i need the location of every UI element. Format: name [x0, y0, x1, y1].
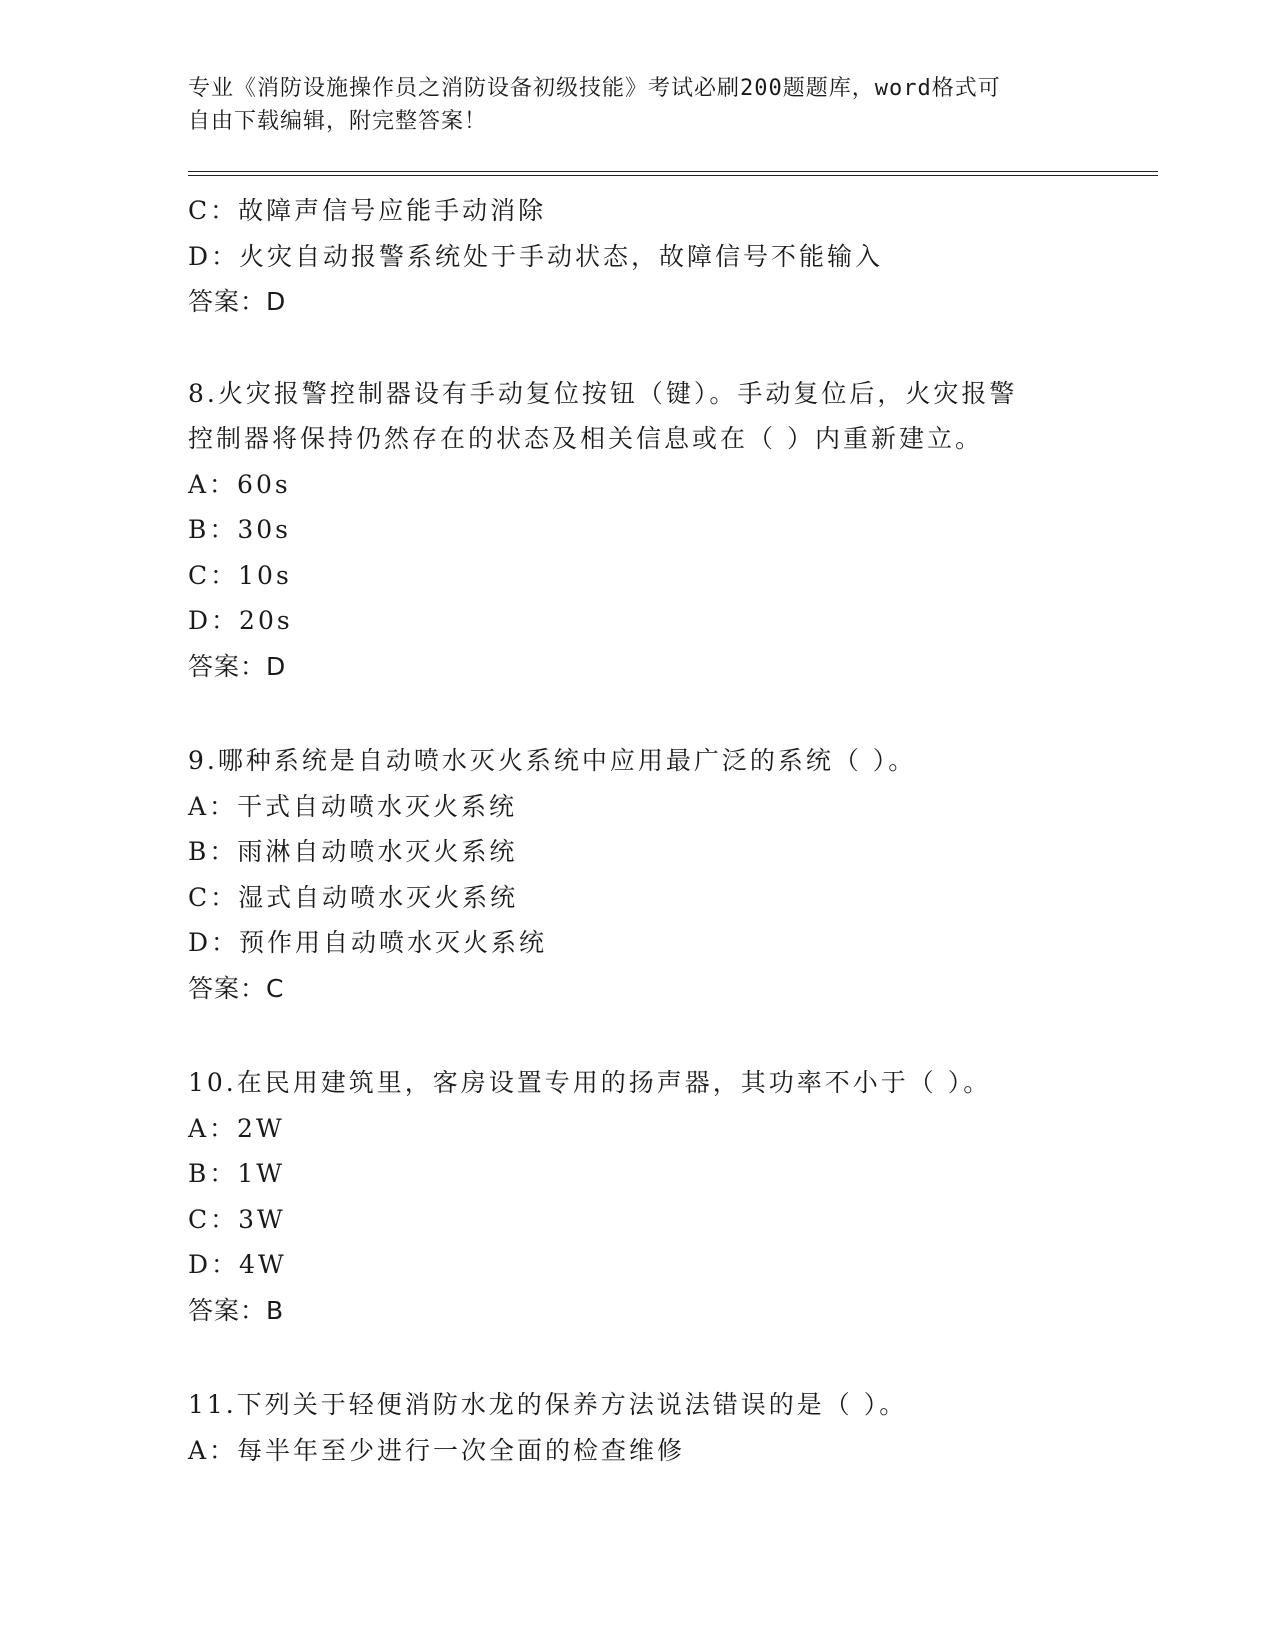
q9-stem: 9.哪种系统是自动喷水灭火系统中应用最广泛的系统（ ）。 — [188, 746, 917, 775]
q10-option-c: C：3W — [188, 1204, 286, 1234]
q9-option-c: C：湿式自动喷水灭火系统 — [188, 882, 519, 912]
q7-option-c: C：故障声信号应能手动消除 — [188, 196, 547, 225]
q10-answer: 答案：B — [188, 1295, 285, 1325]
q8-option-b: B：30s — [188, 515, 292, 544]
question-7-tail — [188, 188, 1148, 325]
q8-option-d: D：20s — [188, 606, 293, 635]
q10-option-d: D：4W — [188, 1250, 287, 1279]
header-rule-top — [188, 171, 1158, 172]
document-header — [188, 72, 1068, 138]
q9-option-b: B：雨淋自动喷水灭火系统 — [188, 837, 518, 866]
q8-option-a: A：60s — [188, 469, 291, 499]
q7-option-d: D：火灾自动报警系统处于手动状态，故障信号不能输入 — [188, 241, 884, 271]
q9-option-d: D：预作用自动喷水灭火系统 — [188, 928, 548, 957]
q7-answer: 答案：D — [188, 287, 287, 316]
q8-stem-line-2: 控制器将保持仍然存在的状态及相关信息或在（ ）内重新建立。 — [188, 424, 983, 453]
q11-option-a: A：每半年至少进行一次全面的检查维修 — [188, 1435, 686, 1465]
question-10 — [188, 1060, 1148, 1333]
q8-answer: 答案：D — [188, 651, 287, 681]
header-rule-bottom — [188, 175, 1158, 176]
header-line-1: 专业《消防设施操作员之消防设备初级技能》考试必刷200题题库，word格式可 — [188, 76, 1001, 101]
q10-option-a: A：2W — [188, 1113, 285, 1143]
question-11 — [188, 1382, 1148, 1473]
q10-stem: 10.在民用建筑里，客房设置专用的扬声器，其功率不小于（ ）。 — [188, 1068, 992, 1097]
question-9 — [188, 738, 1148, 1011]
q9-answer: 答案：C — [188, 973, 285, 1003]
q11-stem: 11.下列关于轻便消防水龙的保养方法说法错误的是（ ）。 — [188, 1390, 908, 1419]
q9-option-a: A：干式自动喷水灭火系统 — [188, 791, 518, 821]
q10-option-b: B：1W — [188, 1159, 285, 1188]
header-line-2: 自由下载编辑，附完整答案！ — [188, 109, 488, 134]
q8-stem-line-1: 8.火灾报警控制器设有手动复位按钮（键）。手动复位后，火灾报警 — [188, 378, 1018, 408]
question-content — [188, 188, 1148, 1473]
question-8 — [188, 371, 1148, 690]
q8-option-c: C：10s — [188, 560, 292, 590]
